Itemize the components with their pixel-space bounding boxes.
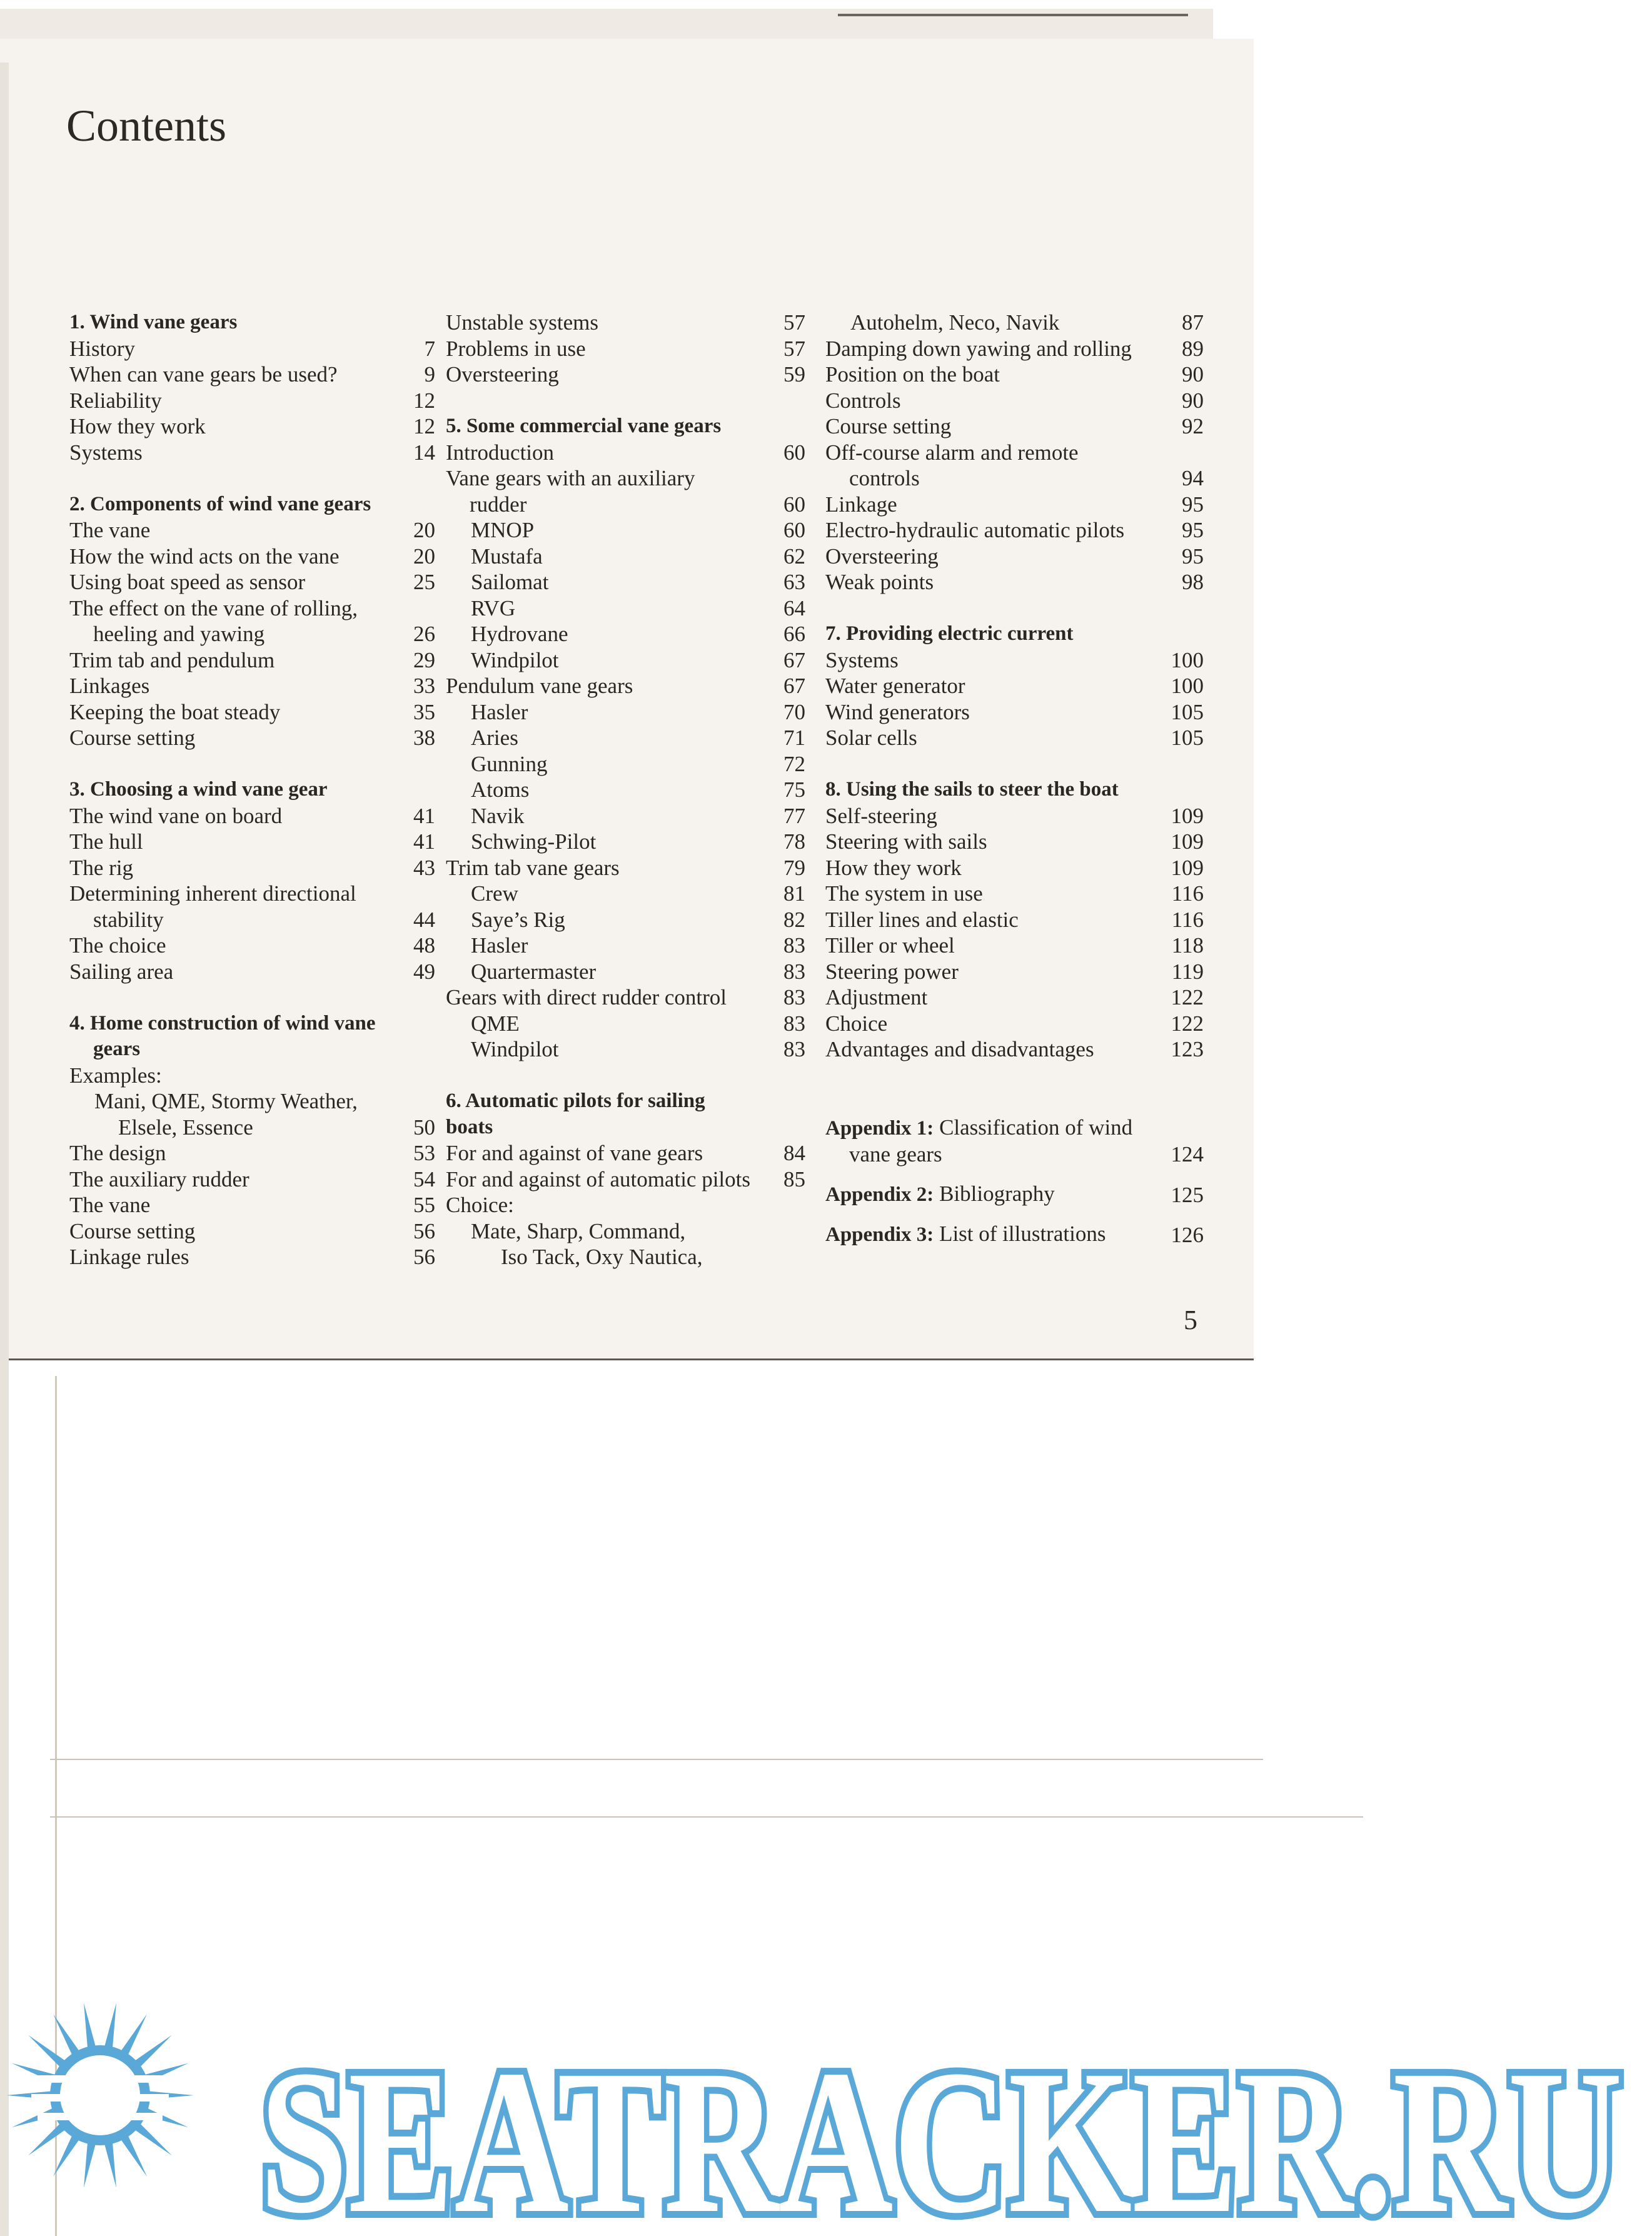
toc-entry[interactable] (825, 569, 1204, 595)
toc-page-number: 67 (783, 647, 805, 672)
toc-entry-title: Linkage (825, 492, 897, 517)
section-spacer (825, 1063, 1204, 1115)
section-heading-text: 5. Some commercial vane gears (446, 415, 722, 437)
section-spacer (825, 595, 1204, 622)
toc-column-3 (825, 310, 1204, 1262)
toc-page-number: 87 (1182, 310, 1204, 335)
toc-entry[interactable] (825, 907, 1204, 933)
toc-entry-title: The system in use (825, 881, 983, 906)
toc-page-number: 25 (413, 570, 435, 594)
toc-entry-title: Hydrovane (471, 622, 568, 646)
toc-entry[interactable] (825, 699, 1204, 726)
toc-entry[interactable] (825, 803, 1204, 829)
appendix-label: Appendix 3: (825, 1223, 934, 1246)
toc-entry-title: MNOP (471, 518, 535, 542)
toc-entry[interactable] (825, 725, 1204, 751)
toc-page-number: 79 (783, 855, 805, 880)
toc-entry-title: The design (69, 1141, 166, 1165)
scan-line (50, 1759, 1263, 1760)
toc-entry[interactable] (69, 855, 435, 881)
toc-page-number: 109 (1171, 803, 1204, 828)
toc-page-number: 83 (783, 933, 805, 958)
toc-page-number: 9 (424, 362, 435, 387)
toc-entry[interactable] (446, 933, 805, 959)
toc-entry-title: Steering with sails (825, 829, 987, 854)
toc-page-number: 84 (783, 1141, 805, 1165)
toc-entry[interactable] (446, 517, 805, 544)
toc-entry[interactable] (446, 1140, 805, 1166)
toc-page-number: 92 (1182, 414, 1204, 438)
toc-entry-title: Iso Tack, Oxy Nautica, (501, 1245, 703, 1269)
toc-entry[interactable] (69, 1166, 435, 1193)
toc-entry[interactable] (69, 362, 435, 388)
toc-entry[interactable] (446, 362, 805, 388)
toc-section-heading (825, 621, 1204, 647)
toc-entry-title: Atoms (471, 777, 530, 802)
toc-entry[interactable] (825, 440, 1204, 492)
toc-entry[interactable] (69, 803, 435, 829)
toc-page-number: 95 (1182, 492, 1204, 517)
toc-page-number: 126 (1171, 1223, 1204, 1247)
toc-entry-title: Gunning (471, 751, 548, 776)
toc-page-number: 12 (413, 414, 435, 438)
toc-entry[interactable] (446, 1244, 805, 1270)
section-heading-text: 4. Home construction of wind vane gears (69, 1011, 376, 1060)
toc-page-number: 20 (413, 518, 435, 542)
toc-entry-title: Unstable systems (446, 310, 599, 335)
toc-entry[interactable] (825, 517, 1204, 544)
toc-page-number: 62 (783, 544, 805, 569)
toc-entry-title: Vane gears with an auxiliary rudder (446, 466, 695, 517)
toc-entry-title: Aries (471, 726, 518, 750)
toc-entry-title: The auxiliary rudder (69, 1166, 249, 1191)
toc-entry[interactable] (69, 544, 435, 570)
toc-entry[interactable] (446, 751, 805, 777)
toc-entry[interactable] (446, 647, 805, 674)
toc-page-number: 124 (1171, 1142, 1204, 1166)
toc-page-number: 109 (1171, 829, 1204, 854)
toc-entry-title: Choice: (446, 1193, 514, 1217)
toc-entry[interactable] (825, 673, 1204, 699)
toc-entry[interactable] (446, 595, 805, 622)
appendix-title: Bibliography (939, 1181, 1055, 1206)
toc-entry[interactable] (825, 336, 1204, 362)
toc-entry[interactable] (446, 440, 805, 466)
toc-entry[interactable] (825, 959, 1204, 985)
toc-entry-title: Course setting (825, 414, 952, 438)
toc-entry-title: Position on the boat (825, 362, 1000, 387)
toc-entry-title: Mate, Sharp, Command, (471, 1218, 686, 1243)
toc-section-heading (69, 492, 435, 518)
toc-page-number: 59 (783, 362, 805, 387)
toc-entry[interactable] (69, 1088, 435, 1140)
toc-entry[interactable] (446, 959, 805, 985)
toc-entry[interactable] (69, 699, 435, 726)
toc-entry[interactable] (446, 569, 805, 595)
toc-section-heading (69, 777, 435, 803)
toc-entry-title: Mani, QME, Stormy Weather, Elsele, Essence (94, 1089, 358, 1140)
toc-entry-title: Adjustment (825, 985, 928, 1009)
toc-entry-title: Problems in use (446, 336, 586, 361)
appendix-title: List of illustrations (939, 1222, 1106, 1246)
toc-page-number: 90 (1182, 388, 1204, 413)
toc-page-number: 67 (783, 674, 805, 698)
appendix-label: Appendix 1: (825, 1116, 934, 1140)
watermark-text: SEATRACKER.RU (259, 2028, 1623, 2236)
section-spacer (69, 465, 435, 492)
toc-entry[interactable] (446, 855, 805, 881)
sun-icon (6, 2003, 194, 2187)
toc-entry-title: Self-steering (825, 803, 937, 828)
toc-entry[interactable] (446, 803, 805, 829)
toc-entry-title: The effect on the vane of rolling, heeling and yawing (69, 595, 358, 646)
toc-page-number: 122 (1171, 1011, 1204, 1036)
toc-page-number: 109 (1171, 855, 1204, 880)
toc-entry-title: Oversteering (446, 362, 559, 387)
toc-entry-title: RVG (471, 595, 516, 620)
toc-entry[interactable] (825, 647, 1204, 674)
toc-entry[interactable] (825, 362, 1204, 388)
toc-entry-title: Saye’s Rig (471, 907, 565, 932)
toc-entry[interactable] (69, 440, 435, 466)
page-number: 5 (1184, 1305, 1197, 1335)
toc-page-number: 83 (783, 1011, 805, 1036)
toc-entry[interactable] (69, 1140, 435, 1166)
toc-entry[interactable] (825, 984, 1204, 1011)
section-heading-text: 7. Providing electric current (825, 622, 1074, 645)
toc-entry[interactable] (825, 1011, 1204, 1037)
toc-page-number: 12 (413, 388, 435, 413)
toc-page-number: 78 (783, 829, 805, 854)
toc-appendix-entry[interactable] (825, 1181, 1204, 1208)
toc-page-number: 38 (413, 726, 435, 750)
toc-entry[interactable] (69, 569, 435, 595)
toc-entry-title: Wind generators (825, 699, 970, 724)
toc-page-number: 41 (413, 803, 435, 828)
toc-entry-title: Systems (69, 440, 143, 465)
toc-page-number: 105 (1171, 726, 1204, 750)
toc-entry[interactable] (825, 544, 1204, 570)
toc-section-heading (825, 777, 1204, 803)
toc-entry-title: The vane (69, 518, 151, 542)
toc-page-number: 75 (783, 777, 805, 802)
toc-page-number: 54 (413, 1166, 435, 1191)
toc-entry-title: Weak points (825, 570, 934, 594)
toc-entry[interactable] (446, 1218, 805, 1245)
section-spacer (69, 984, 435, 1011)
toc-page-number: 116 (1171, 881, 1204, 906)
scan-left-edge (0, 63, 9, 2236)
toc-page-number: 56 (413, 1218, 435, 1243)
section-spacer (69, 751, 435, 777)
toc-entry-title: Hasler (471, 933, 528, 958)
toc-entry[interactable] (69, 647, 435, 674)
scan-top-edge (838, 14, 1188, 16)
toc-entry-title: Determining inherent directional stability (69, 881, 356, 932)
toc-entry-title: Course setting (69, 726, 196, 750)
toc-entry-title: Sailomat (471, 570, 549, 594)
toc-entry[interactable] (446, 1036, 805, 1063)
toc-page-number: 125 (1171, 1182, 1204, 1207)
toc-entry-title: Mustafa (471, 544, 543, 569)
toc-entry-title: When can vane gears be used? (69, 362, 338, 387)
toc-entry-title: Choice (825, 1011, 888, 1036)
toc-entry-title: Schwing-Pilot (471, 829, 597, 854)
toc-entry[interactable] (446, 673, 805, 699)
toc-entry[interactable] (825, 881, 1204, 907)
toc-entry[interactable] (69, 1192, 435, 1218)
section-heading-text: 6. Automatic pilots for sailing boats (446, 1090, 705, 1138)
toc-entry-title: Gears with direct rudder control (446, 985, 727, 1009)
toc-entry[interactable] (69, 673, 435, 699)
toc-entry-title: Keeping the boat steady (69, 699, 281, 724)
toc-entry[interactable] (69, 413, 435, 440)
toc-page-number: 60 (783, 440, 805, 465)
toc-entry[interactable] (69, 336, 435, 362)
toc-page-number: 89 (1182, 336, 1204, 361)
toc-entry-title: Solar cells (825, 726, 917, 750)
section-spacer (446, 1063, 805, 1089)
toc-entry[interactable] (446, 1192, 805, 1218)
toc-page-number: 56 (413, 1245, 435, 1269)
toc-entry[interactable] (69, 725, 435, 751)
toc-page-number: 14 (413, 440, 435, 465)
toc-entry-title: Examples: (69, 1063, 162, 1088)
section-heading-text: 3. Choosing a wind vane gear (69, 778, 328, 801)
toc-page-number: 49 (413, 959, 435, 984)
toc-entry[interactable] (446, 1011, 805, 1037)
toc-page-number: 77 (783, 803, 805, 828)
toc-entry[interactable] (825, 310, 1204, 336)
toc-section-heading (69, 310, 435, 336)
toc-page-number: 122 (1171, 985, 1204, 1009)
toc-entry[interactable] (825, 413, 1204, 440)
toc-entry-title: How the wind acts on the vane (69, 544, 340, 569)
toc-entry-title: For and against of automatic pilots (446, 1166, 750, 1191)
toc-section-heading (446, 1088, 805, 1140)
toc-entry-title: For and against of vane gears (446, 1141, 703, 1165)
toc-page-number: 94 (1182, 466, 1204, 490)
toc-entry[interactable] (825, 829, 1204, 855)
toc-entry-title: Course setting (69, 1218, 196, 1243)
toc-entry[interactable] (446, 336, 805, 362)
toc-entry-title: The rig (69, 855, 134, 880)
toc-entry[interactable] (446, 984, 805, 1011)
toc-entry-title: Systems (825, 647, 899, 672)
toc-page-number: 95 (1182, 544, 1204, 569)
toc-entry[interactable] (69, 595, 435, 647)
toc-page-number: 43 (413, 855, 435, 880)
toc-entry-title: Reliability (69, 388, 162, 413)
toc-entry[interactable] (69, 959, 435, 985)
toc-entry[interactable] (69, 1244, 435, 1270)
toc-column-2 (446, 310, 805, 1270)
toc-entry-title: Advantages and disadvantages (825, 1037, 1094, 1061)
toc-entry-title: Tiller or wheel (825, 933, 955, 958)
toc-section-heading (69, 1011, 435, 1063)
toc-entry[interactable] (446, 544, 805, 570)
toc-page-number: 100 (1171, 674, 1204, 698)
toc-entry-title: Trim tab vane gears (446, 855, 620, 880)
toc-page-number: 81 (783, 881, 805, 906)
toc-page-number: 85 (783, 1166, 805, 1191)
toc-page-number: 48 (413, 933, 435, 958)
toc-page-number: 44 (413, 907, 435, 932)
toc-page-number: 55 (413, 1193, 435, 1217)
toc-entry[interactable] (825, 855, 1204, 881)
toc-entry-title: Controls (825, 388, 901, 413)
toc-entry[interactable] (69, 881, 435, 933)
toc-entry-title: Hasler (471, 699, 528, 724)
toc-section-heading (446, 413, 805, 440)
toc-entry[interactable] (69, 517, 435, 544)
toc-entry[interactable] (446, 465, 805, 517)
toc-entry-title: Linkage rules (69, 1245, 189, 1269)
watermark-logo (0, 1995, 1652, 2236)
toc-page-number: 123 (1171, 1037, 1204, 1061)
toc-entry[interactable] (446, 777, 805, 803)
toc-entry[interactable] (446, 881, 805, 907)
toc-page-number: 98 (1182, 570, 1204, 594)
toc-entry-title: Damping down yawing and rolling (825, 336, 1132, 361)
toc-entry-title: How they work (825, 855, 962, 880)
toc-page-number: 60 (783, 492, 805, 517)
section-heading-text: 8. Using the sails to steer the boat (825, 778, 1119, 801)
toc-entry-title: Water generator (825, 674, 965, 698)
toc-entry[interactable] (69, 829, 435, 855)
toc-page-number: 29 (413, 647, 435, 672)
toc-entry[interactable] (825, 492, 1204, 518)
toc-entry-title: How they work (69, 414, 206, 438)
toc-page-number: 90 (1182, 362, 1204, 387)
toc-entry-title: Tiller lines and elastic (825, 907, 1019, 932)
toc-entry[interactable] (446, 907, 805, 933)
toc-entry[interactable] (69, 933, 435, 959)
toc-entry-title: Trim tab and pendulum (69, 647, 275, 672)
toc-entry-title: Off-course alarm and remote controls (825, 440, 1079, 490)
toc-entry-title: Crew (471, 881, 518, 906)
page-title: Contents (66, 101, 227, 151)
toc-entry[interactable] (825, 388, 1204, 414)
toc-appendix-entry[interactable] (825, 1221, 1204, 1248)
toc-page-number: 116 (1171, 907, 1204, 932)
toc-page-number: 83 (783, 959, 805, 984)
toc-page-number: 57 (783, 336, 805, 361)
toc-page-number: 57 (783, 310, 805, 335)
toc-entry-title: Oversteering (825, 544, 939, 569)
toc-entry-title: Quartermaster (471, 959, 597, 984)
toc-page-number: 72 (783, 751, 805, 776)
toc-entry-title: Windpilot (471, 1037, 559, 1061)
toc-page-number: 100 (1171, 647, 1204, 672)
toc-page-number: 60 (783, 518, 805, 542)
toc-page-number: 20 (413, 544, 435, 569)
toc-page-number: 64 (783, 595, 805, 620)
toc-page-number: 82 (783, 907, 805, 932)
toc-page-number: 41 (413, 829, 435, 854)
toc-entry-title: Pendulum vane gears (446, 674, 633, 698)
toc-page-number: 7 (424, 336, 435, 361)
toc-page-number: 33 (413, 674, 435, 698)
toc-page-number: 83 (783, 985, 805, 1009)
toc-entry[interactable] (825, 933, 1204, 959)
toc-entry[interactable] (446, 621, 805, 647)
toc-entry-title: Using boat speed as sensor (69, 570, 306, 594)
toc-entry-title: Introduction (446, 440, 555, 465)
toc-page-number: 119 (1171, 959, 1204, 984)
toc-entry-title: Navik (471, 803, 525, 828)
toc-entry-title: Autohelm, Neco, Navik (850, 310, 1060, 335)
toc-page-number: 35 (413, 699, 435, 724)
toc-entry[interactable] (69, 388, 435, 414)
toc-entry-title: Windpilot (471, 647, 559, 672)
page-bottom-edge (0, 1358, 1254, 1360)
toc-entry-title: Steering power (825, 959, 959, 984)
toc-entry-title: The wind vane on board (69, 803, 283, 828)
toc-page-number: 50 (413, 1115, 435, 1140)
toc-page-number: 66 (783, 622, 805, 646)
toc-entry-title: The hull (69, 829, 143, 854)
toc-page-number: 105 (1171, 699, 1204, 724)
toc-entry[interactable] (825, 1036, 1204, 1063)
toc-entry[interactable] (446, 829, 805, 855)
toc-entry-title: The vane (69, 1193, 151, 1217)
toc-page-number: 26 (413, 622, 435, 646)
toc-entry-title: History (69, 336, 135, 361)
toc-entry-title: QME (471, 1011, 520, 1036)
section-spacer (446, 388, 805, 414)
toc-page-number: 70 (783, 699, 805, 724)
toc-page-number: 83 (783, 1037, 805, 1061)
toc-column-1 (69, 310, 435, 1270)
toc-entry[interactable] (446, 1166, 805, 1193)
section-heading-text: 1. Wind vane gears (69, 311, 238, 333)
scan-line (50, 1816, 1363, 1818)
toc-entry-title: Sailing area (69, 959, 174, 984)
toc-entry-title: The choice (69, 933, 166, 958)
toc-appendix-entry[interactable] (825, 1115, 1204, 1168)
toc-entry-title: Electro-hydraulic automatic pilots (825, 518, 1125, 542)
toc-entry[interactable] (446, 725, 805, 751)
appendix-title: Classification of wind vane gears (849, 1115, 1133, 1166)
toc-entry-title: Linkages (69, 674, 150, 698)
section-heading-text: 2. Components of wind vane gears (69, 492, 371, 515)
toc-entry[interactable] (69, 1218, 435, 1245)
toc-entry[interactable] (69, 1063, 435, 1089)
toc-page-number: 118 (1171, 933, 1204, 958)
toc-entry[interactable] (446, 310, 805, 336)
toc-page-number: 95 (1182, 518, 1204, 542)
section-spacer (825, 751, 1204, 777)
toc-page-number: 63 (783, 570, 805, 594)
toc-entry[interactable] (446, 699, 805, 726)
toc-page-number: 53 (413, 1141, 435, 1165)
appendix-label: Appendix 2: (825, 1183, 934, 1206)
toc-page-number: 71 (783, 726, 805, 750)
